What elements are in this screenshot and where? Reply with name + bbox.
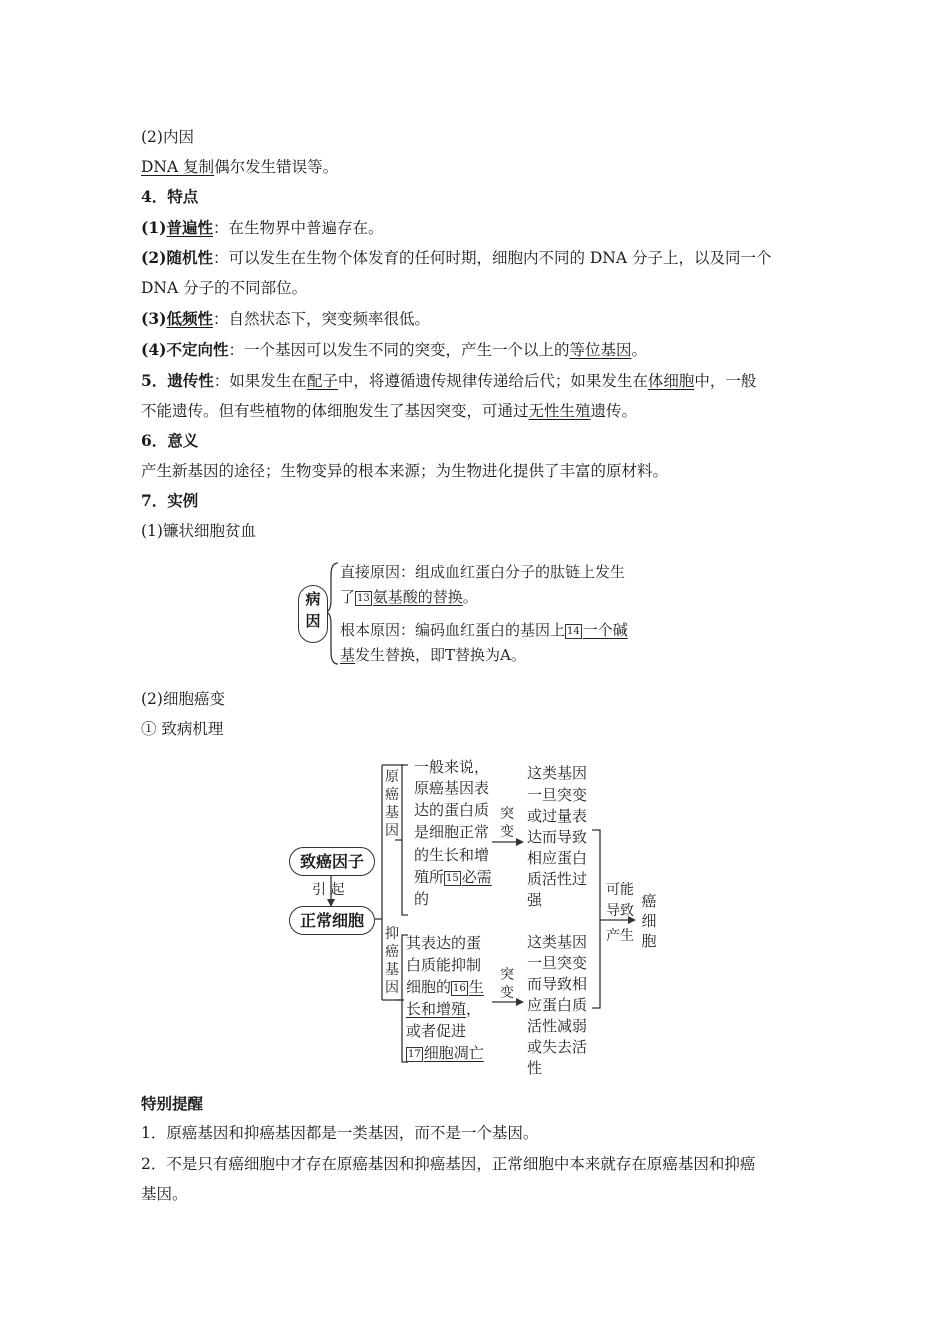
supp-result-line: 应蛋白质 bbox=[527, 996, 588, 1014]
heading-significance: 6．意义 bbox=[141, 431, 199, 450]
feature-universality: (1)普遍性：在生物界中普遍存在。 bbox=[141, 218, 384, 237]
may-label-1: 可能 bbox=[606, 882, 634, 898]
proto-text-1: 一般来说， bbox=[414, 758, 490, 776]
tip-1: 1．原癌基因和抑癌基因都是一类基因，而不是一个基因。 bbox=[141, 1124, 539, 1142]
feature-randomness-cont: DNA 分子的不同部位。 bbox=[141, 279, 308, 297]
marker-17: 17 bbox=[408, 1049, 421, 1060]
root-cause-line2: 基发生替换，即T替换为A。 bbox=[340, 646, 526, 664]
proto-text-2: 原癌基因表 bbox=[414, 779, 490, 797]
supp-result-line: 性 bbox=[527, 1059, 543, 1077]
supp-result-line: 一旦突变 bbox=[527, 954, 588, 972]
tip-2: 2．不是只有癌细胞中才存在原癌基因和抑癌基因，正常细胞中本来就存在原癌基因和抑癌 bbox=[141, 1155, 756, 1173]
tip-2-cont: 基因。 bbox=[141, 1185, 188, 1203]
proto-text-6: 殖所 15 必需 bbox=[414, 868, 492, 886]
feature-nondirectional: (4)不定向性：一个基因可以发生不同的突变，产生一个以上的等位基因。 bbox=[141, 340, 647, 359]
example-cancer: (2)细胞癌变 bbox=[141, 690, 225, 708]
paragraph-dna-replication: DNA 复制偶尔发生错误等。 bbox=[141, 158, 339, 176]
may-label-2: 导致 bbox=[606, 903, 634, 919]
proto-oncogene-label: 原癌基因 bbox=[385, 769, 399, 839]
normal-cell-box: 正常细胞 bbox=[289, 906, 375, 935]
direct-cause-line1: 直接原因：组成血红蛋白分子的肽链上发生 bbox=[340, 563, 626, 581]
proto-result-line: 质活性过 bbox=[527, 870, 588, 888]
mechanism-heading: ① 致病机理 bbox=[141, 720, 224, 738]
proto-result-line: 达而导致 bbox=[527, 828, 588, 846]
proto-result-line: 相应蛋白 bbox=[527, 849, 588, 867]
cause-arrow-label: 引 起 bbox=[312, 882, 345, 898]
supp-result-line: 这类基因 bbox=[527, 933, 588, 951]
heading-heritability: 5．遗传性：如果发生在配子中，将遵循遗传规律传递给后代；如果发生在体细胞中，一般 bbox=[141, 371, 757, 390]
proto-text-4: 是细胞正常 bbox=[414, 823, 490, 841]
supp-result-line: 而导致相 bbox=[527, 975, 588, 993]
feature-low-frequency: (3)低频性：自然状态下，突变频率很低。 bbox=[141, 309, 430, 328]
heritability-cont: 不能遗传。但有些植物的体细胞发生了基因突变，可通过无性生殖遗传。 bbox=[141, 402, 638, 420]
tumor-suppressor-label: 抑癌基因 bbox=[385, 926, 399, 996]
marker-14: 14 bbox=[567, 626, 580, 637]
supp-text-6: 17 细胞凋亡 bbox=[408, 1044, 484, 1062]
supp-text-5: 或者促进 bbox=[406, 1022, 467, 1040]
proto-result-line: 强 bbox=[527, 891, 543, 909]
proto-text-7: 的 bbox=[414, 890, 430, 908]
marker-13: 13 bbox=[357, 593, 370, 604]
marker-16: 16 bbox=[453, 983, 466, 994]
carcinogen-box: 致癌因子 bbox=[289, 847, 375, 876]
significance-text: 产生新基因的途径；生物变异的根本来源；为生物进化提供了丰富的原材料。 bbox=[141, 462, 669, 480]
supp-text-1: 其表达的蛋 bbox=[406, 934, 482, 952]
supp-text-4: 长和增殖， bbox=[406, 1000, 482, 1018]
subheading-internal-cause: (2)内因 bbox=[141, 128, 194, 146]
mutation-label-2: 突变 bbox=[500, 967, 514, 1001]
may-label-3: 产生 bbox=[606, 928, 634, 944]
root-cause-line1: 根本原因：编码血红蛋白的基因上 14 一个碱 bbox=[340, 621, 628, 639]
marker-15: 15 bbox=[446, 873, 459, 884]
proto-text-5: 的生长和增 bbox=[414, 846, 490, 864]
feature-randomness: (2)随机性：可以发生在生物个体发育的任何时期，细胞内不同的 DNA 分子上，以及同一个 bbox=[141, 248, 772, 267]
heading-features: 4．特点 bbox=[141, 187, 199, 206]
supp-text-3: 细胞的 16 生 bbox=[406, 978, 484, 996]
supp-result-line: 活性减弱 bbox=[527, 1017, 588, 1035]
example-sickle-cell: (1)镰状细胞贫血 bbox=[141, 522, 256, 540]
mutation-label-1: 突变 bbox=[500, 806, 514, 840]
proto-result-line: 或过量表 bbox=[527, 807, 588, 825]
heading-examples: 7．实例 bbox=[141, 491, 199, 510]
proto-result-line: 一旦突变 bbox=[527, 786, 588, 804]
cause-label-box: 病因 bbox=[298, 585, 328, 643]
proto-result-line: 这类基因 bbox=[527, 764, 588, 782]
cancer-cell-label: 癌细胞 bbox=[641, 892, 657, 950]
tip-heading: 特别提醒 bbox=[141, 1094, 204, 1113]
proto-text-3: 达的蛋白质 bbox=[414, 801, 490, 819]
direct-cause-line2: 了 13 氨基酸的替换。 bbox=[340, 588, 478, 606]
supp-result-line: 或失去活 bbox=[527, 1038, 588, 1056]
supp-text-2: 白质能抑制 bbox=[406, 956, 482, 974]
